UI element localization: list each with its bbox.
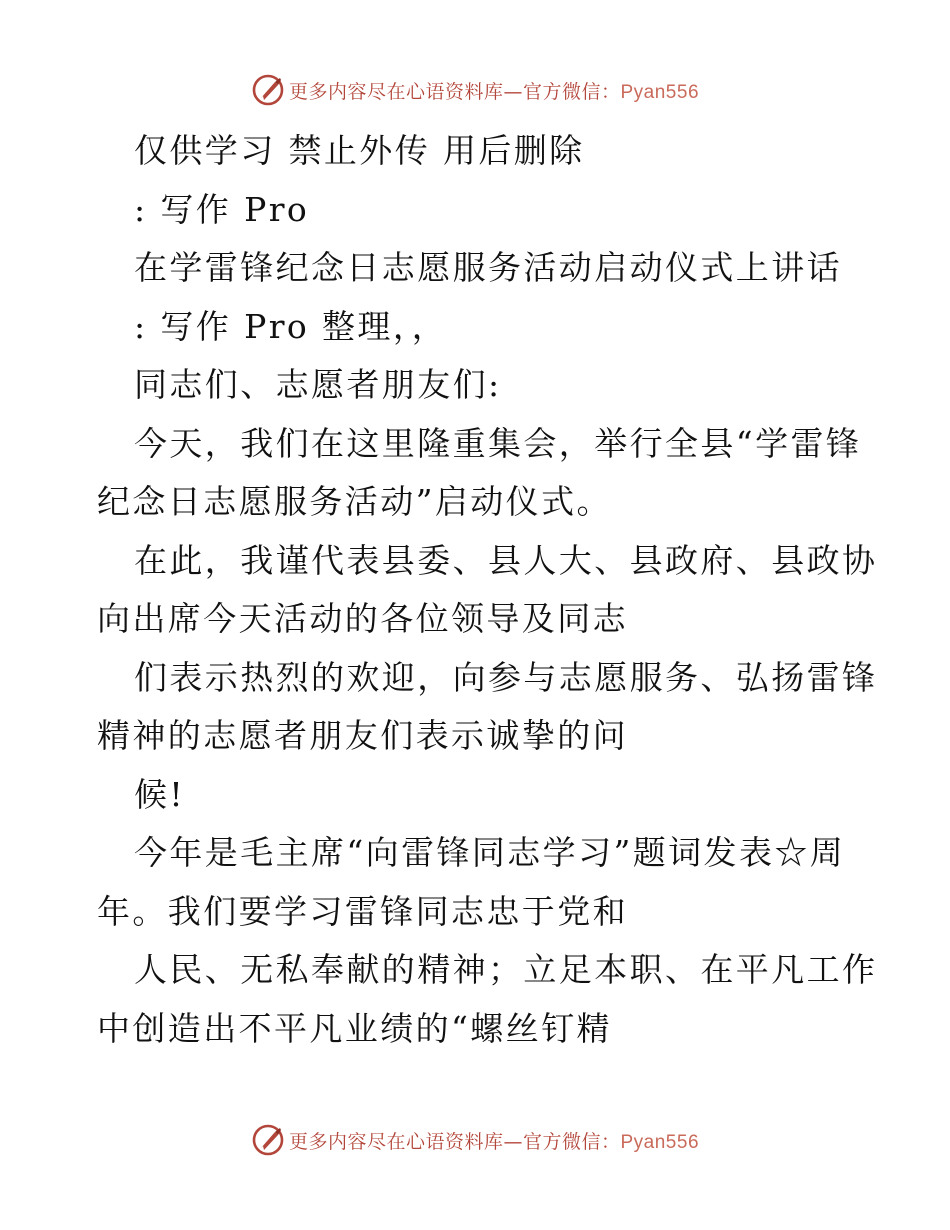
document-line: 们表示热烈的欢迎，向参与志愿服务、弘扬雷锋 [134,657,878,697]
document-line: 同志们、志愿者朋友们: [134,365,502,404]
watermark-text [289,77,699,104]
document-body [97,122,878,1058]
watermark-text [289,1127,699,1154]
document-line: 在此，我谨代表县委、县人大、县政府、县政协 [134,540,878,580]
quill-pen-logo-icon [251,73,285,107]
document-line: 今天，我们在这里隆重集会，举行全县“学雷锋 [134,423,862,463]
watermark-label: 更多内容尽在心语资料库—官方微信： [288,1130,621,1153]
document-line: 仅供学习 禁止外传 用后删除 [134,131,585,170]
document-line: 候! [134,774,186,814]
watermark-wechat-id: Pyan556 [620,81,700,103]
document-line: 年。我们要学习雷锋同志忠于党和 [97,891,628,931]
document-line: : 写作 Pro 整理，， [134,306,448,346]
document-line: 人民、无私奉献的精神；立足本职、在平凡工作 [134,950,878,989]
document-line: 纪念日志愿服务活动”启动仪式。 [97,482,612,521]
document-line: : 写作 Pro [134,189,310,229]
document-line: 向出席今天活动的各位领导及同志 [97,599,628,638]
document-line: 精神的志愿者朋友们表示诚挚的问 [97,716,628,755]
document-line: 中创造出不平凡业绩的“螺丝钉精 [97,1008,612,1048]
document-line: 今年是毛主席“向雷锋同志学习”题词发表☆周 [134,833,846,872]
watermark-wechat-id: Pyan556 [620,1131,700,1153]
document-line: 在学雷锋纪念日志愿服务活动启动仪式上讲话 [134,248,842,287]
watermark-label: 更多内容尽在心语资料库—官方微信： [288,80,621,103]
footer-watermark [0,1120,950,1160]
quill-pen-logo-icon [251,1123,285,1157]
header-watermark [0,70,950,110]
